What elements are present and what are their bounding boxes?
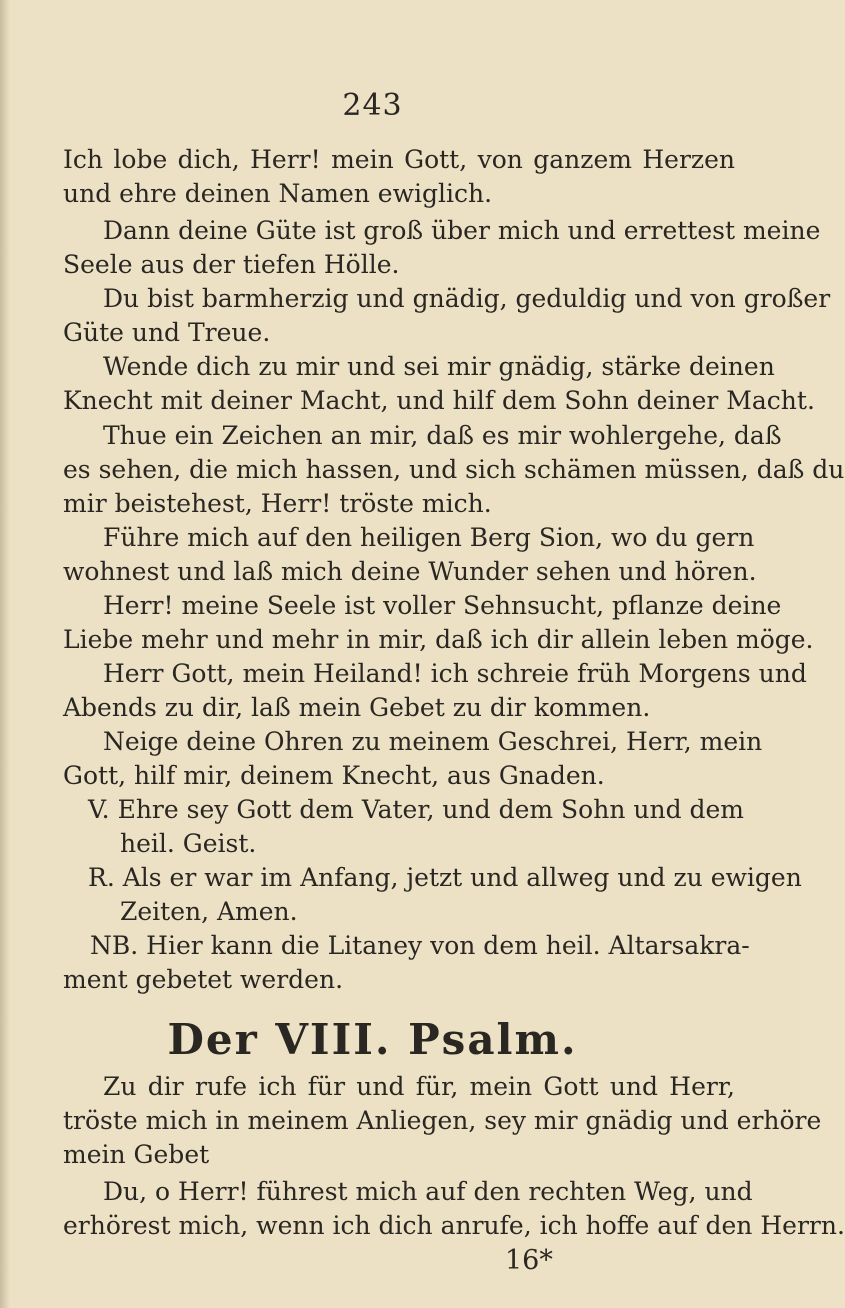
response-line: R. Als er war im Anfang, jetzt und allweg und zu ewigen xyxy=(88,863,802,892)
text-line: Du bist barmherzig und gnädig, geduldig und von großer xyxy=(103,284,831,313)
text-line: Führe mich auf den heiligen Berg Sion, wo du gern xyxy=(103,523,755,552)
signature-mark: 16* xyxy=(505,1245,553,1276)
text-line: Zu dir rufe ich für und für, mein Gott und Herr, xyxy=(103,1072,735,1101)
text-line: Güte und Treue. xyxy=(63,318,271,347)
verse-line: heil. Geist. xyxy=(120,829,257,858)
text-line: es sehen, die mich hassen, und sich schämen müssen, daß du xyxy=(63,455,845,484)
text-line: tröste mich in meinem Anliegen, sey mir gnädig und erhöre xyxy=(63,1106,822,1135)
response-line: Zeiten, Amen. xyxy=(120,897,298,926)
text-line: Knecht mit deiner Macht, und hilf dem Sohn deiner Macht. xyxy=(63,386,815,415)
text-line: Dann deine Güte ist groß über mich und errettest meine xyxy=(103,216,821,245)
note-line: NB. Hier kann die Litaney von dem heil. Altarsakra- xyxy=(90,931,750,960)
note-line: ment gebetet werden. xyxy=(63,965,344,994)
text-line: Neige deine Ohren zu meinem Geschrei, Herr, mein xyxy=(103,727,763,756)
text-line: und ehre deinen Namen ewiglich. xyxy=(63,179,493,208)
text-line: Thue ein Zeichen an mir, daß es mir wohlergehe, daß xyxy=(103,421,782,450)
page-number: 243 xyxy=(342,88,403,123)
text-line: erhörest mich, wenn ich dich anrufe, ich hoffe auf den Herrn. xyxy=(63,1211,845,1240)
text-line: Du, o Herr! führest mich auf den rechten Weg, und xyxy=(103,1177,753,1206)
text-line: Herr! meine Seele ist voller Sehnsucht, pflanze deine xyxy=(103,591,782,620)
text-line: Abends zu dir, laß mein Gebet zu dir kommen. xyxy=(63,693,651,722)
text-line: Seele aus der tiefen Hölle. xyxy=(63,250,400,279)
text-line: Liebe mehr und mehr in mir, daß ich dir allein leben möge. xyxy=(63,625,814,654)
page-edge-shadow xyxy=(0,0,10,1308)
text-line: mein Gebet xyxy=(63,1140,210,1169)
verse-line: V. Ehre sey Gott dem Vater, und dem Sohn und dem xyxy=(88,795,745,824)
text-line: Herr Gott, mein Heiland! ich schreie früh Morgens und xyxy=(103,659,807,688)
text-line: Ich lobe dich, Herr! mein Gott, von ganzem Herzen xyxy=(63,145,735,174)
text-line: Wende dich zu mir und sei mir gnädig, stärke deinen xyxy=(103,352,775,381)
psalm-heading: Der VIII. Psalm. xyxy=(167,1015,578,1064)
text-line: Gott, hilf mir, deinem Knecht, aus Gnaden. xyxy=(63,761,605,790)
text-line: wohnest und laß mich deine Wunder sehen und hören. xyxy=(63,557,757,586)
text-line: mir beistehest, Herr! tröste mich. xyxy=(63,489,492,518)
